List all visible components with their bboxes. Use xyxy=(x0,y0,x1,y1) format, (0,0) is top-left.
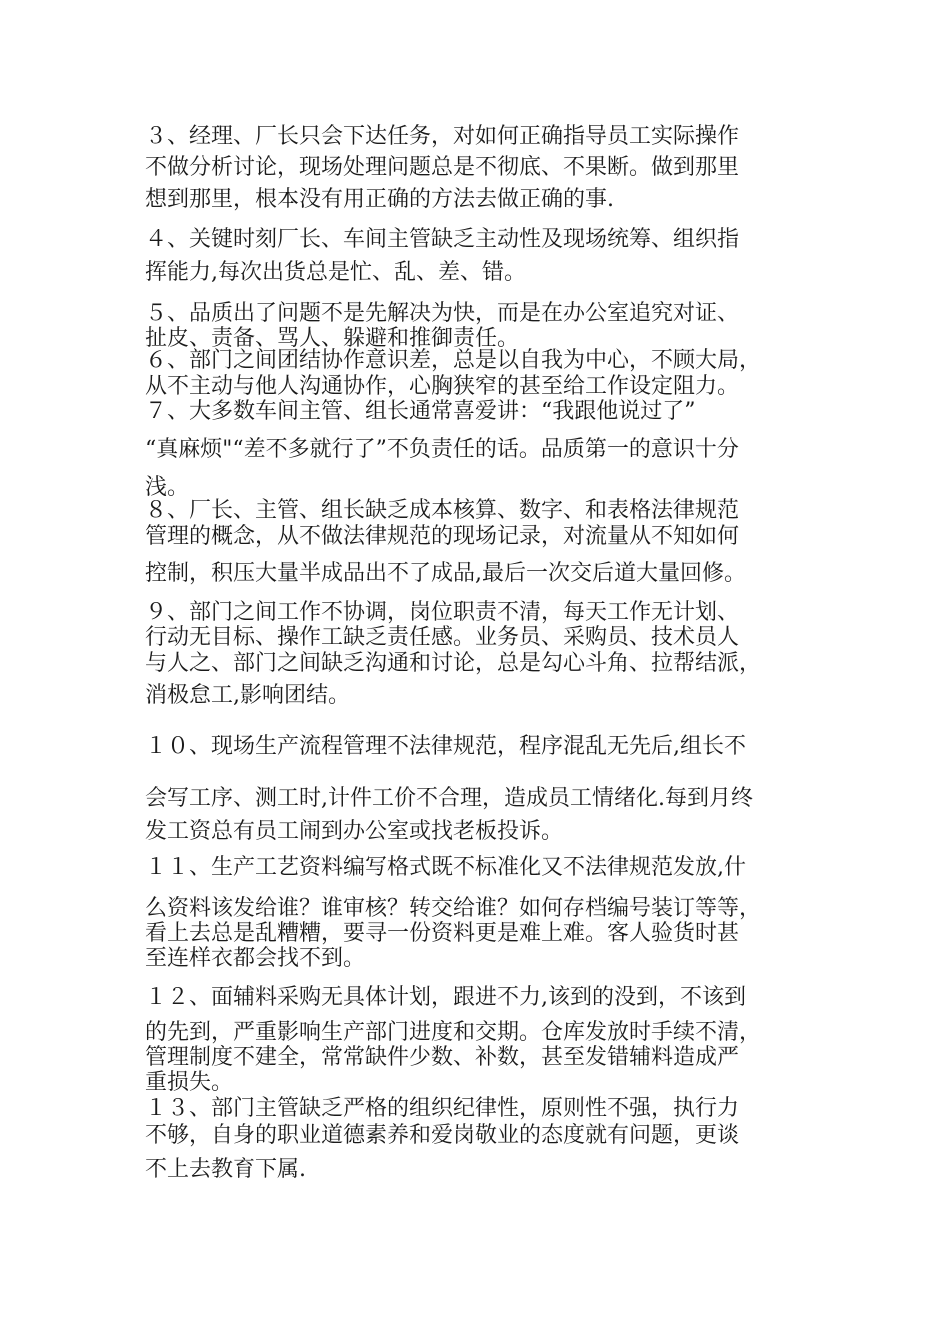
text-line: 重损失。 xyxy=(145,1070,234,1095)
text-line: １３、部门主管缺乏严格的组织纪律性，原则性不强，执行力 xyxy=(145,1096,740,1121)
text-line: 行动无目标、操作工缺乏责任感。业务员、采购员、技术员人 xyxy=(145,625,740,650)
text-line: 扯皮、责备、骂人、躲避和推御责任。 xyxy=(145,326,520,351)
text-line: 想到那里，根本没有用正确的方法去做正确的事. xyxy=(145,187,614,212)
text-line: ８、厂长、主管、组长缺乏成本核算、数字、和表格法律规范 xyxy=(145,498,740,523)
text-line: １２、面辅料采购无具体计划，跟进不力,该到的没到，不该到 xyxy=(145,985,746,1010)
text-line: 会写工序、测工时,计件工价不合理，造成员工情绪化.每到月终 xyxy=(145,786,753,811)
text-line: 浅。 xyxy=(145,475,190,500)
text-line: ６、部门之间团结协作意识差，总是以自我为中心，不顾大局， xyxy=(145,348,762,373)
text-line: 从不主动与他人沟通协作，心胸狭窄的甚至给工作设定阻力。 xyxy=(145,374,740,399)
text-line: １１、生产工艺资料编写格式既不标准化又不法律规范发放,什 xyxy=(145,855,746,880)
text-line: 发工资总有员工闹到办公室或找老板投诉。 xyxy=(145,819,564,844)
text-line: 消极怠工,影响团结。 xyxy=(145,683,350,708)
text-line: 至连样衣都会找不到。 xyxy=(145,946,366,971)
text-line: 看上去总是乱糟糟，要寻一份资料更是难上难。客人验货时甚 xyxy=(145,921,740,946)
text-line: 挥能力,每次出货总是忙、乱、差、错。 xyxy=(145,260,526,285)
text-line: 与人之、部门之间缺乏沟通和讨论，总是勾心斗角、拉帮结派， xyxy=(145,651,762,676)
text-line: １０、现场生产流程管理不法律规范，程序混乱无先后,组长不 xyxy=(145,734,746,759)
text-line: 不上去教育下属. xyxy=(145,1157,306,1182)
text-line: 不够，自身的职业道德素养和爱岗敬业的态度就有问题，更谈 xyxy=(145,1123,740,1148)
text-line: ４、关键时刻厂长、车间主管缺乏主动性及现场统筹、组织指 xyxy=(145,227,740,252)
text-line: 控制，积压大量半成品出不了成品,最后一次交后道大量回修。 xyxy=(145,561,746,586)
text-line: 么资料该发给谁？谁审核？转交给谁？如何存档编号装订等等， xyxy=(145,896,762,921)
text-line: 不做分析讨论，现场处理问题总是不彻底、不果断。做到那里 xyxy=(145,155,740,180)
text-line: ７、大多数车间主管、组长通常喜爱讲：“我跟他说过了” xyxy=(145,399,696,424)
text-line: 的先到，严重影响生产部门进度和交期。仓库发放时手续不清， xyxy=(145,1020,762,1045)
text-line: ５、品质出了问题不是先解决为快，而是在办公室追究对证、 xyxy=(145,301,740,326)
text-line: ９、部门之间工作不协调，岗位职责不清，每天工作无计划、 xyxy=(145,600,740,625)
text-line: 管理制度不建全，常常缺件少数、补数，甚至发错辅料造成严 xyxy=(145,1045,740,1070)
text-line: “真麻烦"“差不多就行了”不负责任的话。品质第一的意识十分 xyxy=(145,437,739,462)
text-line: ３、经理、厂长只会下达任务，对如何正确指导员工实际操作 xyxy=(145,124,740,149)
text-line: 管理的概念，从不做法律规范的现场记录，对流量从不知如何 xyxy=(145,524,740,549)
